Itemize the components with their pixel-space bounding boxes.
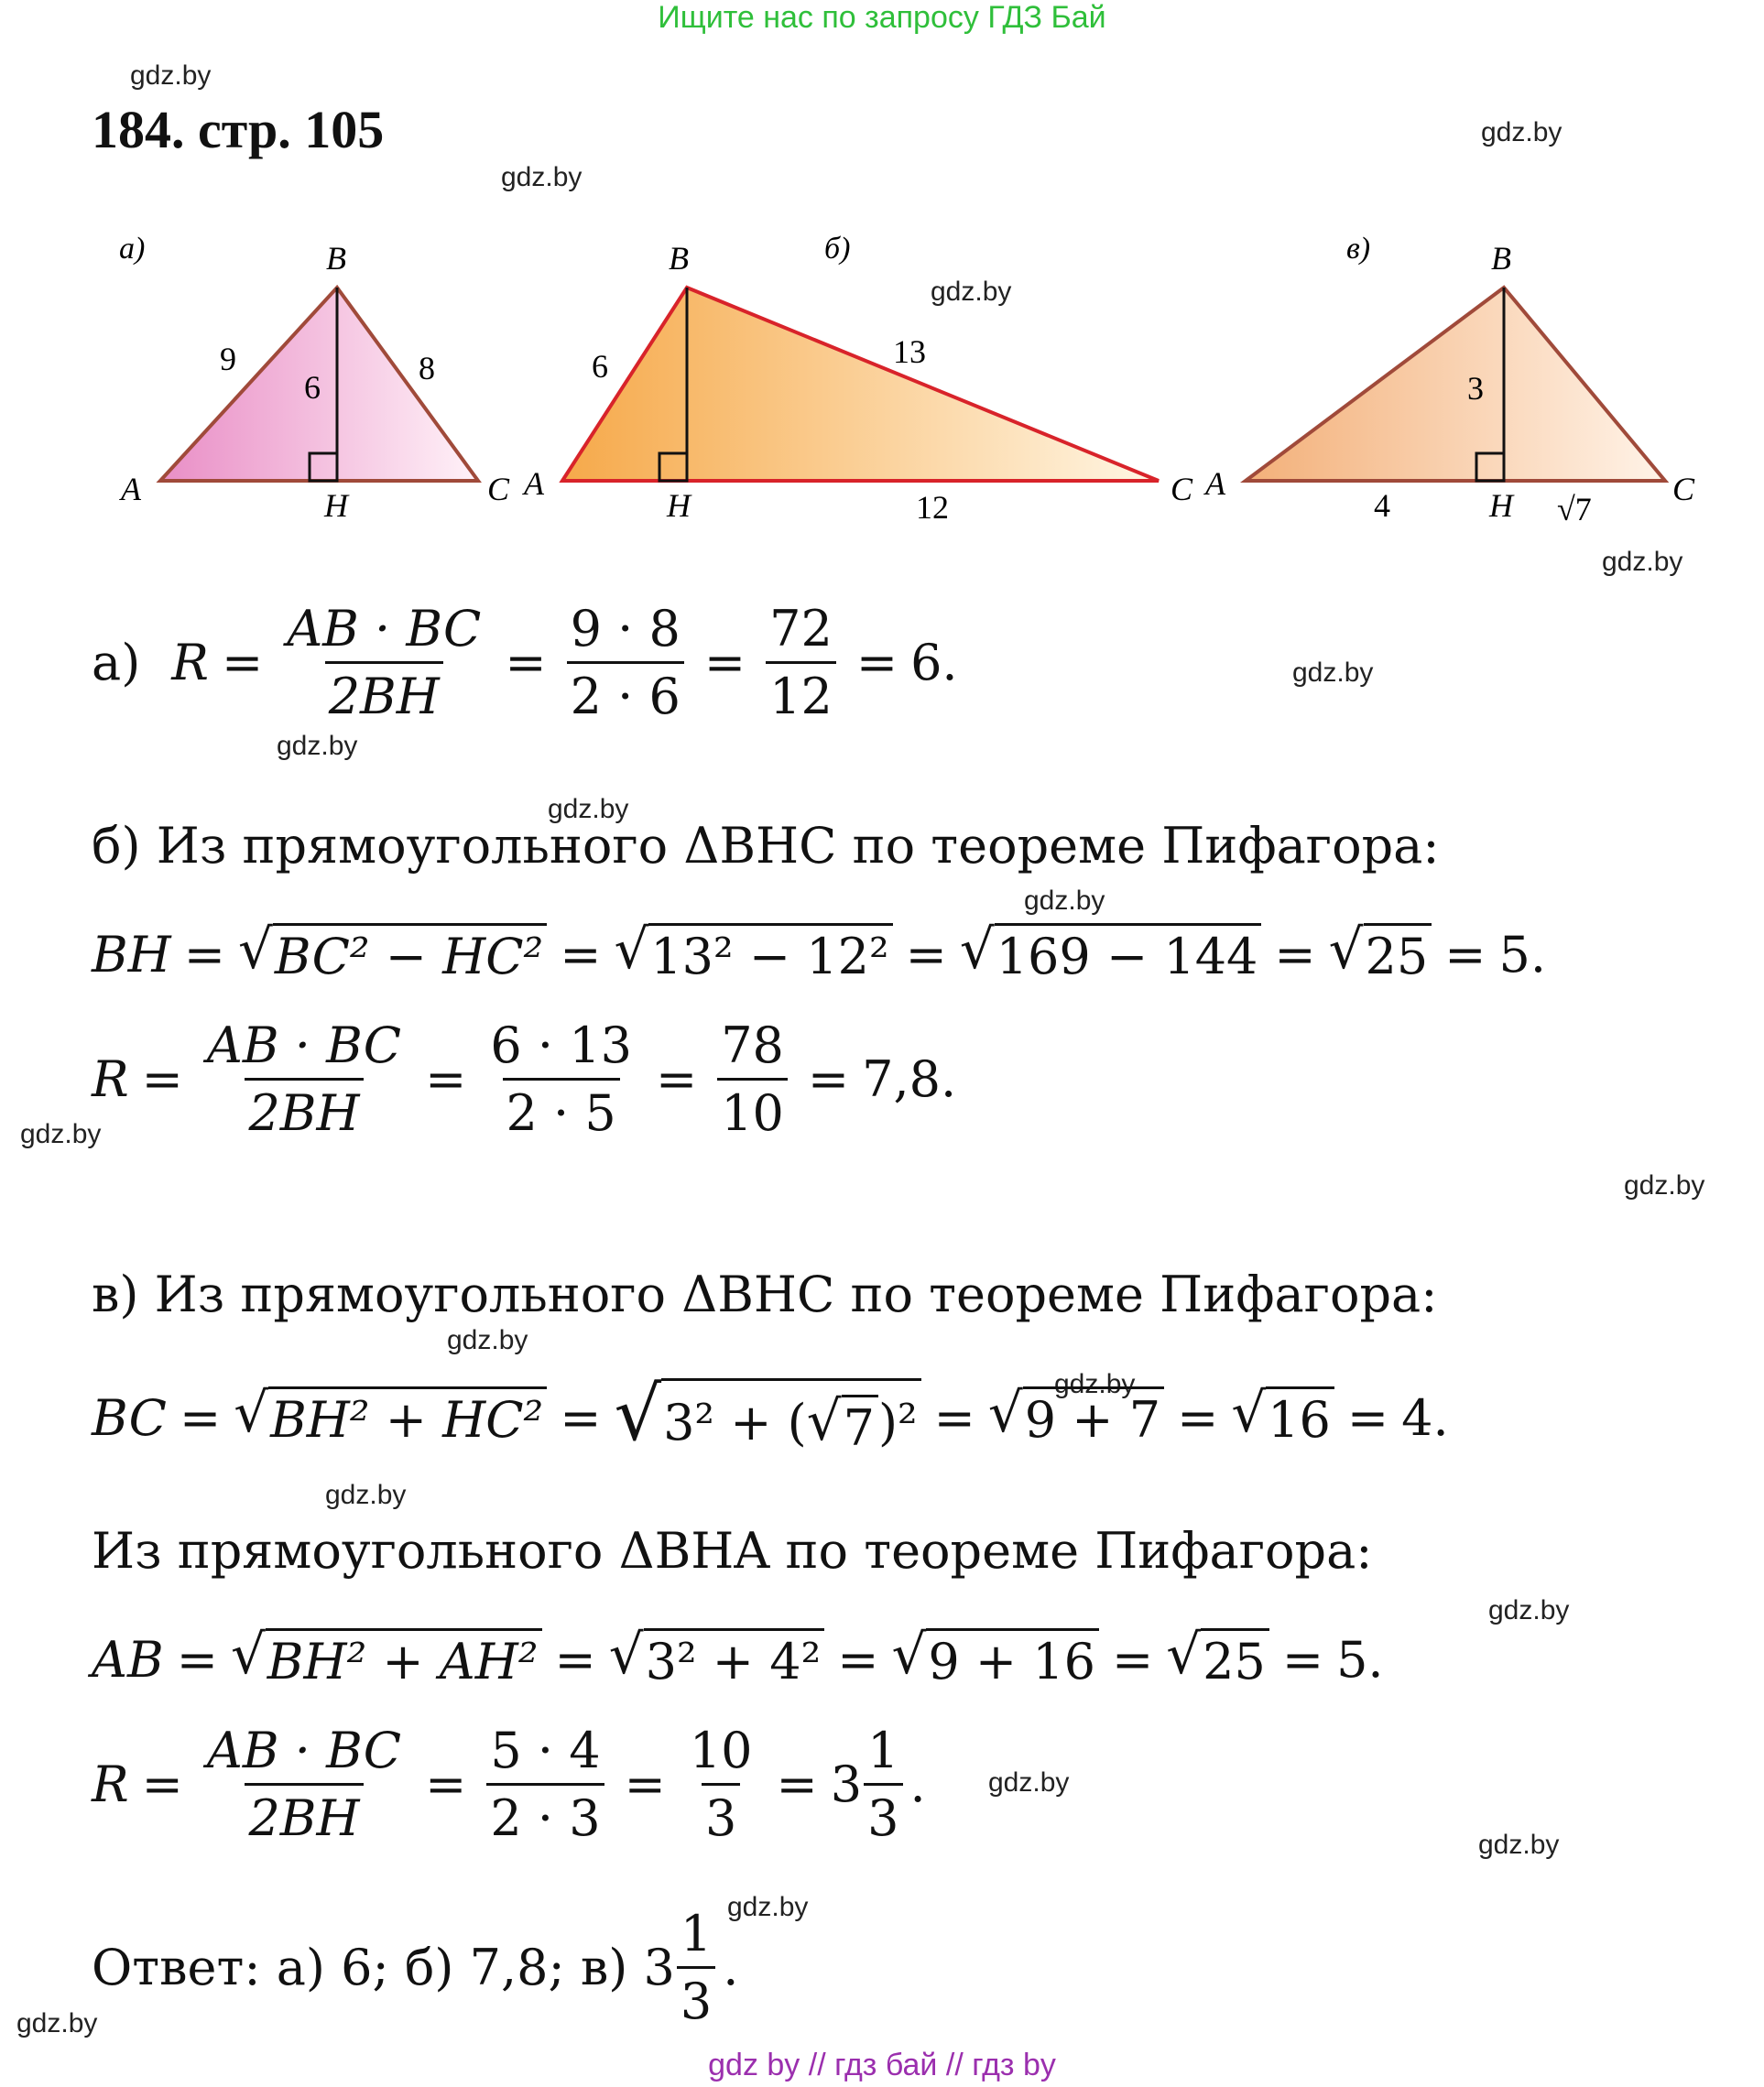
- side-bc: 13: [893, 333, 926, 370]
- sqrt: √ 16: [1231, 1386, 1334, 1449]
- watermark: gdz.by: [548, 794, 629, 824]
- fig-v-label: в): [1346, 232, 1371, 266]
- part-v-text2: Из прямоугольного ΔBHA по теореме Пифагора:: [92, 1522, 1373, 1580]
- fraction: $\frac{1}{3}$: [677, 1905, 715, 2030]
- part-v-r-formula: R = $\frac{AB \cdot BC}{2BH}$ = $\frac{5 \cdot 4}{2 \cdot 3}$ = $\frac{10}{3}$ = 3 $\frac{1}{3}$ .: [92, 1722, 926, 1847]
- side-bc: 8: [419, 350, 435, 386]
- fraction: $\frac{72}{12}$: [766, 600, 836, 725]
- fraction: $\frac{1}{3}$: [864, 1722, 902, 1847]
- watermark: gdz.by: [1624, 1170, 1705, 1201]
- height-bh: 3: [1467, 370, 1484, 407]
- answer: Ответ: а) 6; б) 7,8; в) 3 $\frac{1}{3}$ .: [92, 1905, 739, 2030]
- part-v-text: в) Из прямоугольного ΔBHC по теореме Пифагора:: [92, 1266, 1438, 1323]
- watermark: gdz.by: [277, 731, 358, 761]
- part-a-formula: а) R = $\frac{AB \cdot BC}{2BH}$ = $\frac{9 \cdot 8}{2 \cdot 6}$ = $\frac{72}{12}$ = 6.: [92, 600, 958, 725]
- side-hc: √7: [1557, 491, 1592, 527]
- top-banner: Ищите нас по запросу ГДЗ Бай: [658, 0, 1106, 35]
- page-title: 184. стр. 105: [92, 100, 385, 159]
- fraction: $\frac{78}{10}$: [717, 1016, 788, 1142]
- fraction: $\frac{AB \cdot BC}{2BH}$: [287, 600, 482, 725]
- vertex-b: B: [326, 240, 346, 277]
- sqrt: √ 25: [1166, 1628, 1269, 1690]
- watermark: gdz.by: [20, 1119, 102, 1149]
- sqrt: √ BC² − HC²: [238, 923, 547, 985]
- vertex-a: A: [121, 471, 141, 507]
- sqrt: √ 3² + 4²: [609, 1628, 824, 1690]
- part-v-ab-formula: AB = √ BH² + AH² = √ 3² + 4² = √ 9 + 16 = √ 25 = 5.: [92, 1624, 1384, 1690]
- vertex-a: A: [1205, 465, 1225, 502]
- part-v-bc-formula: BC = √ BH² + HC² = √ 3² + ( √ 7 )² = √ 9 + 7 = √ 16 = 4.: [92, 1372, 1449, 1458]
- sqrt: √ 3² + ( √ 7 )²: [614, 1378, 920, 1457]
- vertex-h: H: [324, 487, 348, 524]
- watermark: gdz.by: [931, 277, 1012, 307]
- watermark: gdz.by: [1488, 1595, 1570, 1625]
- fig-a-label: а): [119, 232, 146, 266]
- vertex-c: C: [487, 471, 510, 507]
- side-ah: 4: [1374, 487, 1390, 524]
- vertex-h: H: [667, 487, 691, 524]
- watermark: gdz.by: [727, 1892, 809, 1922]
- side-hc: 12: [916, 489, 949, 526]
- answer-text: Ответ: а) 6; б) 7,8; в) 3: [92, 1939, 675, 1996]
- fraction: $\frac{9 \cdot 8}{2 \cdot 6}$: [567, 600, 684, 725]
- watermark: gdz.by: [16, 2008, 98, 2038]
- vertex-b: B: [669, 240, 689, 277]
- watermark: gdz.by: [1478, 1830, 1560, 1860]
- part-b-r-formula: R = $\frac{AB \cdot BC}{2BH}$ = $\frac{6 \cdot 13}{2 \cdot 5}$ = $\frac{78}{10}$ = 7,8.: [92, 1016, 957, 1142]
- var-r: R: [171, 634, 209, 691]
- vertex-h: H: [1489, 487, 1513, 524]
- side-ab: 9: [220, 341, 236, 377]
- triangles-figure: [0, 220, 1764, 559]
- side-ab: 6: [592, 348, 608, 385]
- part-b-text: б) Из прямоугольного ΔBHC по теореме Пифагора:: [92, 817, 1440, 875]
- vertex-c: C: [1171, 471, 1193, 507]
- vertex-c: C: [1672, 471, 1695, 507]
- fraction: $\frac{AB \cdot BC}{2BH}$: [206, 1722, 402, 1847]
- bottom-banner: gdz by // гдз бай // гдз by: [708, 2048, 1056, 2082]
- watermark: gdz.by: [1024, 886, 1105, 916]
- watermark: gdz.by: [1054, 1369, 1136, 1399]
- watermark: gdz.by: [447, 1325, 528, 1355]
- fraction: $\frac{10}{3}$: [689, 1722, 753, 1847]
- sqrt: √ 13² − 12²: [614, 923, 892, 985]
- part-label: а): [92, 634, 141, 691]
- fig-b-label: б): [824, 232, 851, 266]
- watermark: gdz.by: [988, 1767, 1070, 1798]
- sqrt: √ 9 + 7: [988, 1386, 1164, 1449]
- triangle-a: [119, 232, 510, 524]
- sqrt: √ BH² + HC²: [234, 1386, 547, 1449]
- height-bh: 6: [304, 369, 321, 406]
- triangle-v: [1203, 232, 1695, 527]
- vertex-a: A: [524, 465, 544, 502]
- sqrt: √ 169 − 144: [960, 923, 1262, 985]
- watermark: gdz.by: [501, 162, 583, 192]
- watermark: gdz.by: [130, 60, 212, 91]
- vertex-b: B: [1491, 240, 1511, 277]
- sqrt: √ 9 + 16: [891, 1628, 1099, 1690]
- watermark: gdz.by: [1481, 117, 1563, 147]
- fraction: $\frac{5 \cdot 4}{2 \cdot 3}$: [486, 1722, 604, 1847]
- triangle-b: [522, 232, 1193, 526]
- watermark: gdz.by: [1602, 547, 1683, 577]
- fraction: $\frac{6 \cdot 13}{2 \cdot 5}$: [490, 1016, 632, 1142]
- sqrt: √ BH² + AH²: [231, 1628, 542, 1690]
- sqrt: √ 25: [1329, 923, 1432, 985]
- fraction: $\frac{AB \cdot BC}{2BH}$: [206, 1016, 402, 1142]
- watermark: gdz.by: [325, 1480, 407, 1510]
- part-b-bh-formula: BH = √ BC² − HC² = √ 13² − 12² = √ 169 − 144 = √ 25 = 5.: [92, 918, 1547, 985]
- watermark: gdz.by: [1292, 658, 1374, 688]
- result: 6.: [910, 634, 958, 691]
